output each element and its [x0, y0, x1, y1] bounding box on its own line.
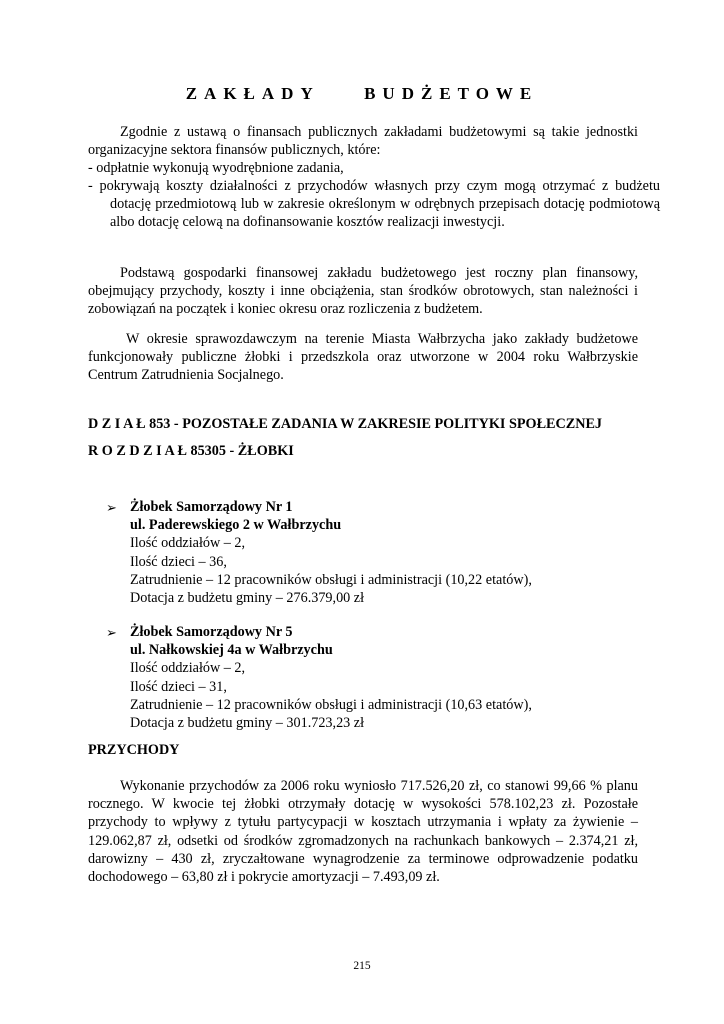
- nursery-entry-2: [106, 623, 626, 732]
- period-paragraph: W okresie sprawozdawczym na terenie Miasta Wałbrzycha jako zakłady budżetowe funkcjonowały publiczne żłobki i przedszkola oraz utworzone w 2004 roku Wałbrzyskie Centrum Zatrudnienia Socjalnego.: [88, 331, 638, 384]
- nursery-address: ul. Paderewskiego 2 w Wałbrzychu: [130, 517, 342, 534]
- nursery-entry-1: [106, 498, 626, 607]
- nursery-name: Żłobek Samorządowy Nr 5: [130, 624, 293, 640]
- nursery-name: Żłobek Samorządowy Nr 1: [130, 499, 293, 515]
- nursery-staff: Zatrudnienie – 12 pracowników obsługi i administracji (10,63 etatów),: [130, 696, 532, 713]
- income-paragraph: Wykonanie przychodów za 2006 roku wyniosło 717.526,20 zł, co stanowi 99,66 % planu rocznego. W kwocie tej żłobki otrzymały dotację w wysokości 578.102,23 zł. Pozostałe przychody to wpływy z tytułu partycypacji w kosztach utrzymania i wpłaty za żywienie – 129.062,87 zł, odsetki od środków zgromadzonych na rachunkach bankowych – 2.374,21 zł, darowizny – 430 zł, zryczałtowane wynagrodzenie za terminowe odprowadzenie podatku dochodowego – 63,80 zł i pokrycie amortyzacji – 7.493,09 zł.: [88, 778, 638, 886]
- nursery-grant: Dotacja z budżetu gminy – 276.379,00 zł: [130, 590, 365, 607]
- intro-bullet-2: - pokrywają koszty działalności z przychodów własnych przy czym mogą otrzymać z budżetu dotację przedmiotową lub w zakresie określonym w odrębnych przepisach dotację podmiotową albo dotację celową na dofinansowanie kosztów realizacji inwestycji.: [88, 178, 660, 231]
- nursery-grant: Dotacja z budżetu gminy – 301.723,23 zł: [130, 715, 365, 732]
- intro-bullet-1: - odpłatnie wykonują wyodrębnione zadania,: [88, 160, 344, 176]
- nursery-units: Ilość oddziałów – 2,: [130, 660, 246, 677]
- page-title: ZAKŁADY BUDŻETOWE: [185, 84, 539, 103]
- arrow-bullet-icon: ➢: [106, 625, 117, 640]
- nursery-children: Ilość dzieci – 36,: [130, 553, 227, 570]
- dzial-heading: D Z I A Ł 853 - POZOSTAŁE ZADANIA W ZAKRESIE POLITYKI SPOŁECZNEJ: [88, 416, 603, 432]
- nursery-staff: Zatrudnienie – 12 pracowników obsługi i administracji (10,22 etatów),: [130, 571, 532, 588]
- rozdzial-heading: R O Z D Z I A Ł 85305 - ŻŁOBKI: [88, 443, 294, 459]
- intro-paragraph: Zgodnie z ustawą o finansach publicznych zakładami budżetowymi są takie jednostki organizacyjne sektora finansów publicznych, które:: [88, 124, 638, 159]
- nursery-units: Ilość oddziałów – 2,: [130, 535, 246, 552]
- page-number: 215: [353, 960, 371, 972]
- income-heading: PRZYCHODY: [88, 742, 180, 758]
- nursery-address: ul. Nałkowskiej 4a w Wałbrzychu: [130, 642, 333, 659]
- nursery-children: Ilość dzieci – 31,: [130, 678, 227, 695]
- basis-paragraph: Podstawą gospodarki finansowej zakładu budżetowego jest roczny plan finansowy, obejmujący przychody, koszty i inne obciążenia, stan środków obrotowych, stan należności i zobowiązań na początek i koniec okresu oraz rozliczenia z budżetem.: [88, 265, 638, 318]
- arrow-bullet-icon: ➢: [106, 500, 117, 515]
